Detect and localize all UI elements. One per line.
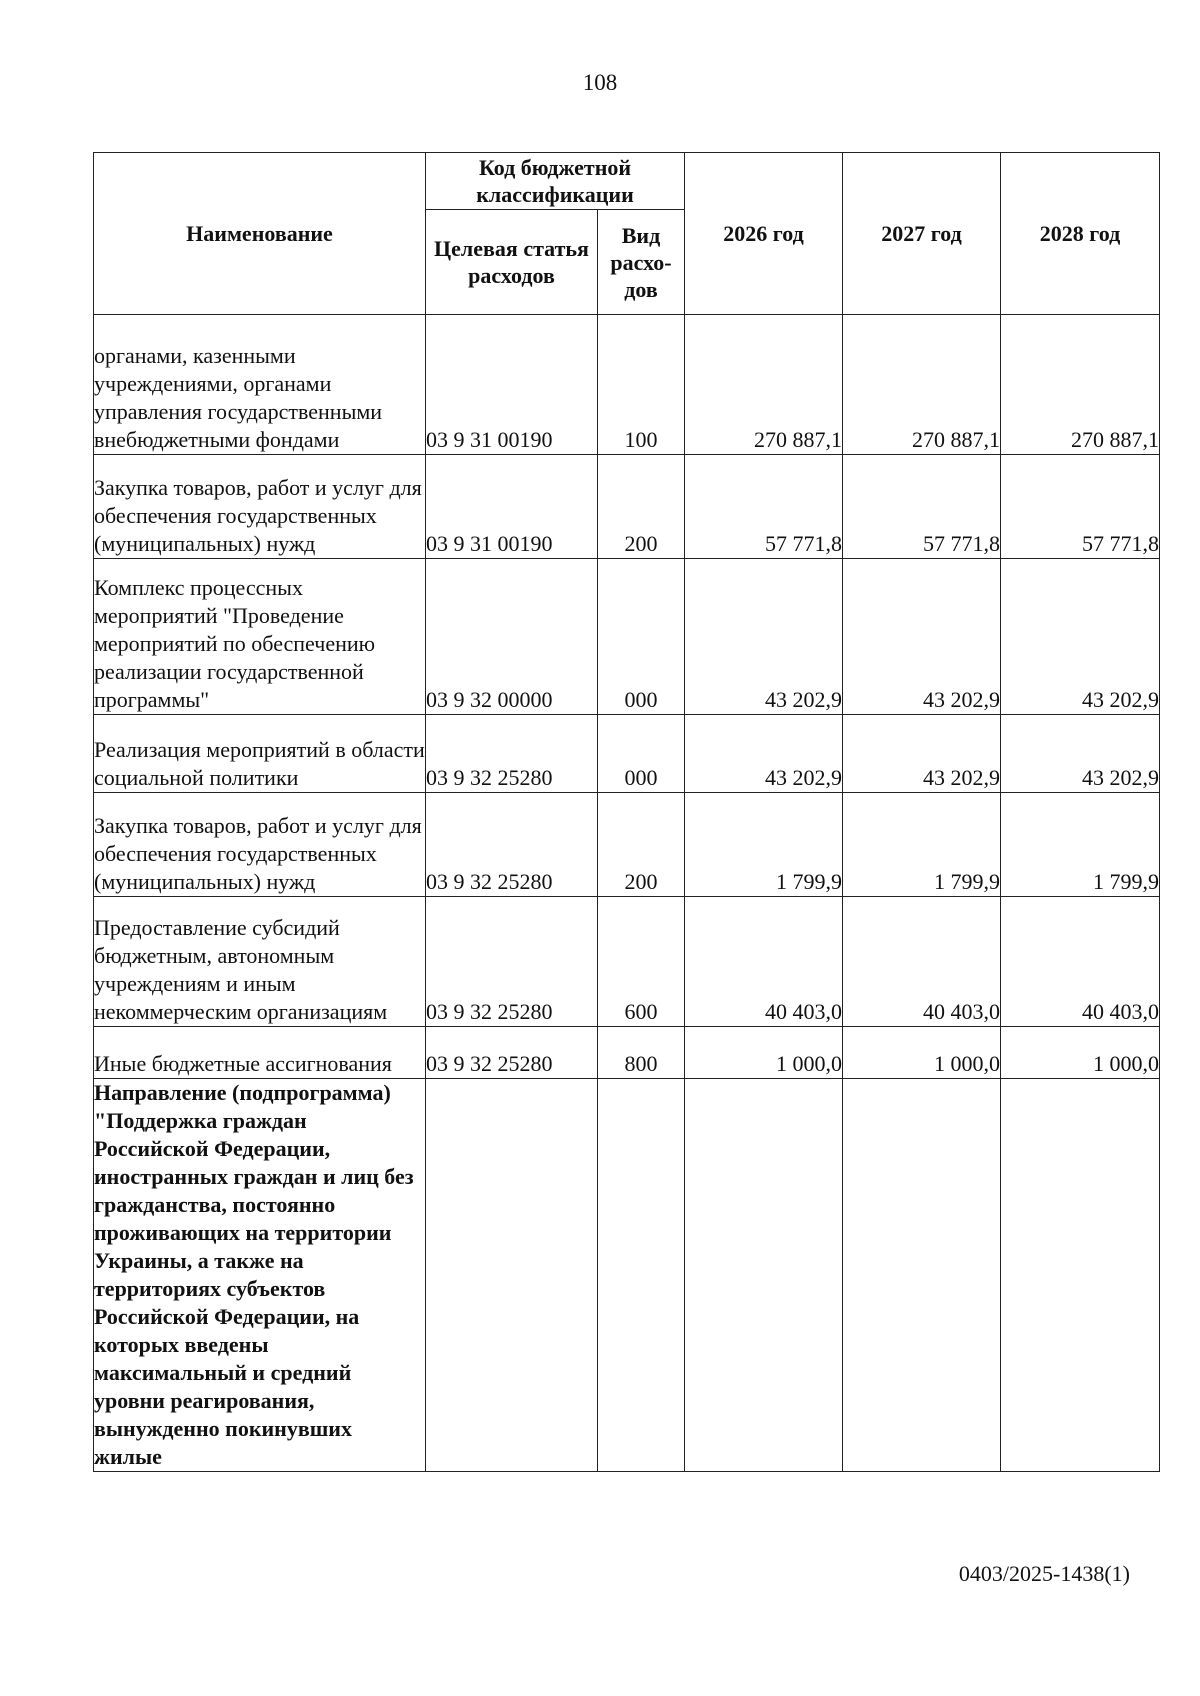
header-target-article: Целевая статья расходов xyxy=(426,210,598,315)
cell-2026: 57 771,8 xyxy=(685,455,843,559)
cell-2028: 40 403,0 xyxy=(1001,897,1160,1027)
cell-2027: 57 771,8 xyxy=(843,455,1001,559)
table-row xyxy=(94,1027,1160,1079)
cell-expense-type: 200 xyxy=(598,455,685,559)
cell-expense-type: 600 xyxy=(598,897,685,1027)
page-number: 108 xyxy=(582,70,618,95)
cell-2028 xyxy=(1001,1079,1160,1472)
cell-name: Реализация мероприятий в области социальной политики xyxy=(94,715,426,793)
cell-name: Закупка товаров, работ и услуг для обеспечения государственных (муниципальных) нужд xyxy=(94,793,426,897)
cell-2028: 1 799,9 xyxy=(1001,793,1160,897)
cell-expense-type: 000 xyxy=(598,715,685,793)
header-name: Наименование xyxy=(94,153,426,315)
cell-target-article: 03 9 32 25280 xyxy=(426,1027,598,1079)
cell-name: Направление (подпрограмма) "Поддержка граждан Российской Федерации, иностранных граждан и лиц без гражданства, постоянно проживающих на территории Украины, а также на территориях субъектов Российской Федерации, на которых введены максимальный и средний уровни реагирования, вынужденно покинувших жилые xyxy=(94,1079,426,1472)
header-year-2026: 2026 год xyxy=(685,153,843,315)
table-header xyxy=(94,153,1160,315)
cell-2028: 270 887,1 xyxy=(1001,315,1160,455)
cell-2026: 40 403,0 xyxy=(685,897,843,1027)
cell-2028: 57 771,8 xyxy=(1001,455,1160,559)
cell-2028: 1 000,0 xyxy=(1001,1027,1160,1079)
cell-target-article: 03 9 32 25280 xyxy=(426,715,598,793)
cell-2026: 270 887,1 xyxy=(685,315,843,455)
cell-name: Предоставление субсидий бюджетным, автономным учреждениям и иным некоммерческим организациям xyxy=(94,897,426,1027)
table-row xyxy=(94,897,1160,1027)
cell-name: Иные бюджетные ассигнования xyxy=(94,1027,426,1079)
cell-2026: 1 000,0 xyxy=(685,1027,843,1079)
cell-2028: 43 202,9 xyxy=(1001,559,1160,715)
table-row xyxy=(94,559,1160,715)
cell-2026: 43 202,9 xyxy=(685,559,843,715)
table-body xyxy=(94,315,1160,1472)
table-row xyxy=(94,1079,1160,1472)
header-year-2027: 2027 год xyxy=(843,153,1001,315)
cell-2027: 1 000,0 xyxy=(843,1027,1001,1079)
cell-2026: 43 202,9 xyxy=(685,715,843,793)
cell-expense-type: 100 xyxy=(598,315,685,455)
cell-name: Закупка товаров, работ и услуг для обеспечения государственных (муниципальных) нужд xyxy=(94,455,426,559)
cell-2026: 1 799,9 xyxy=(685,793,843,897)
cell-expense-type xyxy=(598,1079,685,1472)
cell-expense-type: 000 xyxy=(598,559,685,715)
cell-2027: 43 202,9 xyxy=(843,715,1001,793)
cell-expense-type: 200 xyxy=(598,793,685,897)
header-expense-type: Вид расхо-дов xyxy=(598,210,685,315)
cell-target-article xyxy=(426,1079,598,1472)
cell-target-article: 03 9 31 00190 xyxy=(426,315,598,455)
cell-2028: 43 202,9 xyxy=(1001,715,1160,793)
cell-2027: 1 799,9 xyxy=(843,793,1001,897)
table-row xyxy=(94,793,1160,897)
cell-name: органами, казенными учреждениями, органами управления государственными внебюджетными фондами xyxy=(94,315,426,455)
cell-2026 xyxy=(685,1079,843,1472)
document-code: 0403/2025-1438(1) xyxy=(958,1561,1130,1586)
cell-target-article: 03 9 32 25280 xyxy=(426,897,598,1027)
table-row xyxy=(94,715,1160,793)
cell-2027: 270 887,1 xyxy=(843,315,1001,455)
cell-2027: 40 403,0 xyxy=(843,897,1001,1027)
cell-expense-type: 800 xyxy=(598,1027,685,1079)
header-code-group: Код бюджетной классификации xyxy=(426,153,685,210)
cell-target-article: 03 9 31 00190 xyxy=(426,455,598,559)
cell-2027 xyxy=(843,1079,1001,1472)
cell-target-article: 03 9 32 00000 xyxy=(426,559,598,715)
budget-table xyxy=(93,152,1160,1472)
cell-target-article: 03 9 32 25280 xyxy=(426,793,598,897)
table-row xyxy=(94,455,1160,559)
table-row xyxy=(94,315,1160,455)
cell-name: Комплекс процессных мероприятий "Проведение мероприятий по обеспечению реализации государственной программы" xyxy=(94,559,426,715)
cell-2027: 43 202,9 xyxy=(843,559,1001,715)
header-year-2028: 2028 год xyxy=(1001,153,1160,315)
